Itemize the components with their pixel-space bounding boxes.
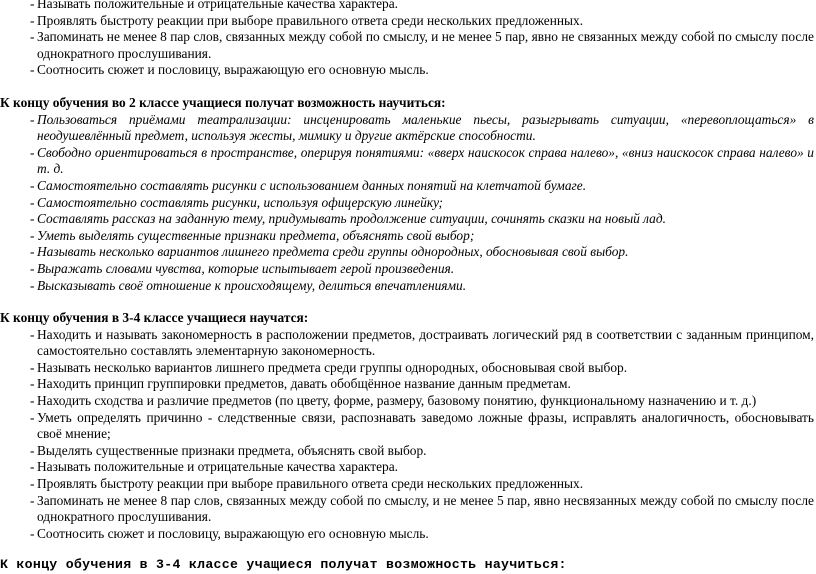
list-item: - Проявлять быстроту реакции при выборе правильного ответа среди нескольких предложенных. — [0, 13, 816, 30]
list-item: - Выражать словами чувства, которые испытывает герой произведения. — [0, 261, 816, 278]
list-item: - Называть несколько вариантов лишнего предмета среди группы однородных, обосновывая свой выбор. — [0, 244, 816, 261]
list-item: - Соотносить сюжет и пословицу, выражающую его основную мысль. — [0, 526, 816, 543]
list-item: - Высказывать своё отношение к происходящему, делиться впечатлениями. — [0, 278, 816, 295]
list-item: - Называть несколько вариантов лишнего предмета среди группы однородных, обосновывая свой выбор. — [0, 360, 816, 377]
list-item: - Называть положительные и отрицательные качества характера. — [0, 459, 816, 476]
list-item: - Называть положительные и отрицательные качества характера. — [0, 0, 816, 13]
list-item: - Уметь определять причинно - следственные связи, распознавать заведомо ложные фразы, исправлять аналогичность, обосновывать своё мнение; — [0, 410, 816, 443]
top-bullet-list — [0, 0, 816, 79]
list-item: - Соотносить сюжет и пословицу, выражающую его основную мысль. — [0, 62, 816, 79]
grade34-heading: К концу обучения в 3-4 классе учащиеся научатся: — [0, 310, 309, 326]
list-item: - Составлять рассказ на заданную тему, придумывать продолжение ситуации, сочинять сказки на новый лад. — [0, 211, 816, 228]
grade34-bullet-list — [0, 327, 816, 543]
list-item: - Проявлять быстроту реакции при выборе правильного ответа среди нескольких предложенных. — [0, 476, 816, 493]
list-item: - Самостоятельно составлять рисунки с использованием данных понятий на клетчатой бумаге. — [0, 178, 816, 195]
list-item: - Находить принцип группировки предметов, давать обобщённое название данным предметам. — [0, 376, 816, 393]
list-item: - Находить и называть закономерность в расположении предметов, достраивать логический ряд в соответствии с заданным принципом, самостоятельно составлять элементарную закономерность. — [0, 327, 816, 360]
list-item: - Находить сходства и различие предметов (по цвету, форме, размеру, базовому понятию, функциональному назначению и т. д.) — [0, 393, 816, 410]
list-item: - Пользоваться приёмами театрализации: инсценировать маленькие пьесы, разыгрывать ситуации, «перевоплощаться» в неодушевлённый предмет, используя жесты, мимику и другие актёрские способности. — [0, 112, 816, 145]
list-item: - Уметь выделять существенные признаки предмета, объяснять свой выбор; — [0, 228, 816, 245]
grade2-heading: К концу обучения во 2 классе учащиеся получат возможность научиться: — [0, 94, 446, 110]
list-item: - Запоминать не менее 8 пар слов, связанных между собой по смыслу, и не менее 5 пар, явно не связанных между собой по смыслу после однократного прослушивания. — [0, 29, 816, 62]
list-item: - Запоминать не менее 8 пар слов, связанных между собой по смыслу, и не менее 5 пар, явно несвязанных между собой по смыслу после однократного прослушивания. — [0, 493, 816, 526]
list-item: - Выделять существенные признаки предмета, объяснять свой выбор. — [0, 443, 816, 460]
list-item: - Свободно ориентироваться в пространстве, оперируя понятиями: «вверх наискосок справа налево», «вниз наискосок справа налево» и т. д. — [0, 145, 816, 178]
grade2-bullet-list — [0, 112, 816, 295]
grade34-opportunity-heading: К концу обучения в 3-4 классе учащиеся получат возможность научиться: — [0, 557, 567, 573]
list-item: - Самостоятельно составлять рисунки, используя офицерскую линейку; — [0, 195, 816, 212]
